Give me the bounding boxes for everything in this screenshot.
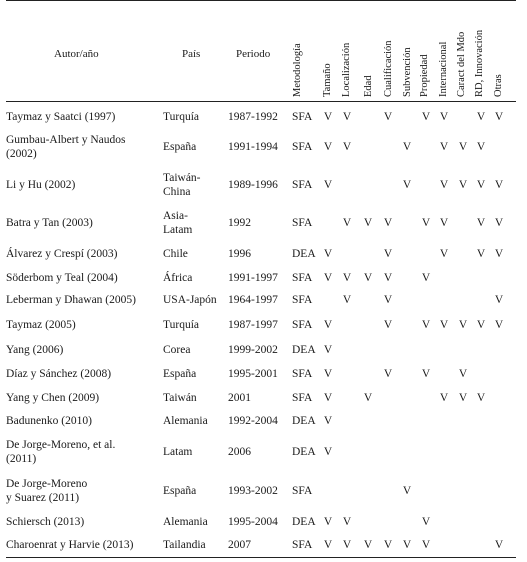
method-cell: SFA (292, 111, 313, 123)
author-line: Álvarez y Crespí (2003) (6, 248, 118, 260)
author-line: Taymaz (2005) (6, 319, 76, 331)
feature-mark: V (323, 392, 333, 404)
country-line: Tailandia (163, 539, 206, 551)
method-cell: SFA (292, 392, 313, 404)
table-row (6, 339, 516, 361)
author-line: Söderbom y Teal (2004) (6, 272, 118, 284)
bottom-rule (6, 557, 516, 558)
method-cell: SFA (292, 217, 313, 229)
country-line: Taiwán- (163, 172, 201, 184)
feature-mark: V (342, 539, 352, 551)
feature-mark: V (383, 272, 393, 284)
feature-mark: V (342, 294, 352, 306)
feature-mark: V (383, 539, 393, 551)
feature-mark: V (439, 179, 449, 191)
feature-mark: V (476, 179, 486, 191)
feature-mark: V (342, 217, 352, 229)
feature-mark: V (323, 141, 333, 153)
method-cell: SFA (292, 294, 313, 306)
period-cell: 1995-2001 (228, 368, 278, 380)
author-line: y Suarez (2011) (6, 492, 80, 504)
author-line: (2011) (6, 453, 37, 465)
author-line: Taymaz y Saatci (1997) (6, 111, 116, 123)
feature-mark: V (383, 248, 393, 260)
table-row (6, 411, 516, 431)
feature-mark: V (363, 272, 373, 284)
country-line: España (163, 368, 197, 380)
header-cualificacion: Cualificación (383, 40, 394, 97)
header-propiedad: Propiedad (419, 54, 430, 97)
method-cell: DEA (292, 248, 316, 260)
feature-mark: V (476, 141, 486, 153)
feature-mark: V (476, 392, 486, 404)
country-cell (163, 318, 199, 332)
author-cell (6, 477, 87, 505)
method-cell: DEA (292, 516, 316, 528)
feature-mark: V (342, 272, 352, 284)
feature-mark: V (342, 111, 352, 123)
feature-mark: V (458, 392, 468, 404)
feature-mark: V (421, 272, 431, 284)
feature-mark: V (458, 141, 468, 153)
feature-mark: V (323, 446, 333, 458)
feature-mark: V (476, 319, 486, 331)
feature-mark: V (439, 319, 449, 331)
feature-mark: V (439, 141, 449, 153)
feature-mark: V (494, 248, 504, 260)
header-internacional: Internacional (438, 41, 449, 97)
table-row (6, 243, 516, 265)
author-cell (6, 538, 133, 552)
country-line: China (163, 186, 191, 198)
period-cell: 1992 (228, 217, 251, 229)
table-row (6, 167, 516, 203)
table-row (6, 535, 516, 555)
country-line: Alemania (163, 516, 208, 528)
feature-mark: V (342, 516, 352, 528)
author-cell (6, 293, 136, 307)
country-cell (163, 391, 197, 405)
table-row (6, 434, 516, 470)
author-line: Li y Hu (2002) (6, 179, 76, 191)
method-cell: SFA (292, 272, 313, 284)
header-edad: Edad (363, 75, 374, 97)
feature-mark: V (494, 217, 504, 229)
feature-mark: V (323, 368, 333, 380)
period-cell: 2001 (228, 392, 251, 404)
author-line: De Jorge-Moreno, et al. (6, 439, 116, 451)
feature-mark: V (383, 217, 393, 229)
period-cell: 1989-1996 (228, 179, 278, 191)
feature-mark: V (323, 179, 333, 191)
feature-mark: V (402, 179, 412, 191)
table-row (6, 289, 516, 311)
feature-mark: V (383, 319, 393, 331)
author-cell (6, 515, 84, 529)
header-metodologia: Metodología (292, 43, 303, 97)
feature-mark: V (439, 392, 449, 404)
method-cell: SFA (292, 368, 313, 380)
author-cell (6, 271, 118, 285)
feature-mark: V (323, 516, 333, 528)
table-row (6, 130, 516, 164)
author-cell (6, 438, 115, 466)
period-cell: 1991-1997 (228, 272, 278, 284)
feature-mark: V (383, 368, 393, 380)
author-cell (6, 343, 63, 357)
header-localizacion: Localización (341, 42, 352, 97)
author-cell (6, 414, 92, 428)
author-line: Badunenko (2010) (6, 415, 92, 427)
country-line: Asia- (163, 210, 188, 222)
period-cell: 1964-1997 (228, 294, 278, 306)
country-line: Turquía (163, 111, 199, 123)
feature-mark: V (494, 294, 504, 306)
author-cell (6, 367, 111, 381)
method-cell: SFA (292, 141, 313, 153)
country-line: España (163, 485, 197, 497)
table-row (6, 268, 516, 288)
period-cell: 1987-1997 (228, 319, 278, 331)
country-cell (163, 140, 196, 154)
feature-mark: V (458, 319, 468, 331)
country-line: Latam (163, 224, 193, 236)
country-cell (163, 171, 201, 199)
feature-mark: V (402, 141, 412, 153)
feature-mark: V (421, 539, 431, 551)
author-line: De Jorge-Moreno (6, 478, 88, 490)
author-cell (6, 216, 93, 230)
feature-mark: V (323, 272, 333, 284)
country-line: USA-Japón (163, 294, 217, 306)
country-line: Taiwán (163, 392, 197, 404)
feature-mark: V (363, 217, 373, 229)
country-line: Alemania (163, 415, 208, 427)
feature-mark: V (383, 111, 393, 123)
country-line: Corea (163, 344, 191, 356)
table-row (6, 313, 516, 337)
country-cell (163, 271, 192, 285)
country-cell (163, 293, 217, 307)
feature-mark: V (342, 141, 352, 153)
table-row (6, 206, 516, 240)
author-line: Batra y Tan (2003) (6, 217, 93, 229)
feature-mark: V (421, 368, 431, 380)
method-cell: DEA (292, 415, 316, 427)
author-line: Leberman y Dhawan (2005) (6, 294, 136, 306)
period-cell: 1993-2002 (228, 485, 278, 497)
author-line: Schiersch (2013) (6, 516, 85, 528)
header-country: País (182, 48, 201, 60)
feature-mark: V (363, 539, 373, 551)
table-row (6, 473, 516, 509)
feature-mark: V (458, 179, 468, 191)
author-cell (6, 318, 76, 332)
method-cell: DEA (292, 344, 316, 356)
header-subvencion: Subvención (402, 47, 413, 97)
author-cell (6, 110, 115, 124)
feature-mark: V (458, 368, 468, 380)
period-cell: 2007 (228, 539, 251, 551)
feature-mark: V (476, 248, 486, 260)
feature-mark: V (494, 319, 504, 331)
feature-mark: V (363, 392, 373, 404)
author-line: Charoenrat y Harvie (2013) (6, 539, 134, 551)
feature-mark: V (421, 516, 431, 528)
feature-mark: V (421, 319, 431, 331)
feature-mark: V (494, 111, 504, 123)
period-cell: 1999-2002 (228, 344, 278, 356)
period-cell: 2006 (228, 446, 251, 458)
header-caract-del-mdo: Caract del Mdo (456, 31, 467, 97)
author-line: Díaz y Sánchez (2008) (6, 368, 112, 380)
author-line: Gumbau-Albert y Naudos (6, 134, 126, 146)
method-cell: DEA (292, 446, 316, 458)
feature-mark: V (494, 539, 504, 551)
feature-mark: V (439, 111, 449, 123)
feature-mark: V (323, 415, 333, 427)
method-cell: SFA (292, 319, 313, 331)
feature-mark: V (323, 539, 333, 551)
country-line: Latam (163, 446, 193, 458)
header-rd-innovacion: RD, Innovación (474, 29, 485, 97)
feature-mark: V (323, 319, 333, 331)
header-tamano: Tamaño (322, 63, 333, 97)
table-row (6, 512, 516, 532)
author-cell (6, 178, 75, 192)
country-cell (163, 414, 208, 428)
author-line: (2002) (6, 148, 37, 160)
author-cell (6, 391, 99, 405)
feature-mark: V (421, 217, 431, 229)
table-row (6, 363, 516, 385)
feature-mark: V (402, 485, 412, 497)
header-rule (6, 101, 516, 102)
feature-mark: V (323, 248, 333, 260)
country-line: Turquía (163, 319, 199, 331)
country-cell (163, 445, 192, 459)
feature-mark: V (476, 111, 486, 123)
feature-mark: V (421, 111, 431, 123)
feature-mark: V (323, 344, 333, 356)
method-cell: SFA (292, 485, 313, 497)
author-cell (6, 247, 117, 261)
country-cell (163, 484, 196, 498)
country-line: España (163, 141, 197, 153)
period-cell: 1996 (228, 248, 251, 260)
header-author: Autor/año (54, 48, 99, 60)
table-row (6, 387, 516, 409)
country-line: Chile (163, 248, 188, 260)
method-cell: SFA (292, 539, 313, 551)
table-row (6, 106, 516, 128)
country-cell (163, 343, 190, 357)
country-cell (163, 367, 196, 381)
feature-mark: V (323, 111, 333, 123)
country-cell (163, 209, 192, 237)
header-period: Periodo (236, 48, 271, 60)
country-cell (163, 515, 208, 529)
author-cell (6, 133, 125, 161)
period-cell: 1995-2004 (228, 516, 278, 528)
feature-mark: V (476, 217, 486, 229)
country-cell (163, 247, 188, 261)
period-cell: 1992-2004 (228, 415, 278, 427)
method-cell: SFA (292, 179, 313, 191)
feature-mark: V (383, 294, 393, 306)
period-cell: 1991-1994 (228, 141, 278, 153)
header-otras: Otras (493, 74, 504, 97)
feature-mark: V (494, 179, 504, 191)
feature-mark: V (439, 248, 449, 260)
author-line: Yang y Chen (2009) (6, 392, 100, 404)
feature-mark: V (439, 217, 449, 229)
period-cell: 1987-1992 (228, 111, 278, 123)
country-cell (163, 538, 206, 552)
top-rule (6, 0, 516, 1)
country-line: África (163, 272, 193, 284)
author-line: Yang (2006) (6, 344, 64, 356)
feature-mark: V (402, 539, 412, 551)
country-cell (163, 110, 199, 124)
